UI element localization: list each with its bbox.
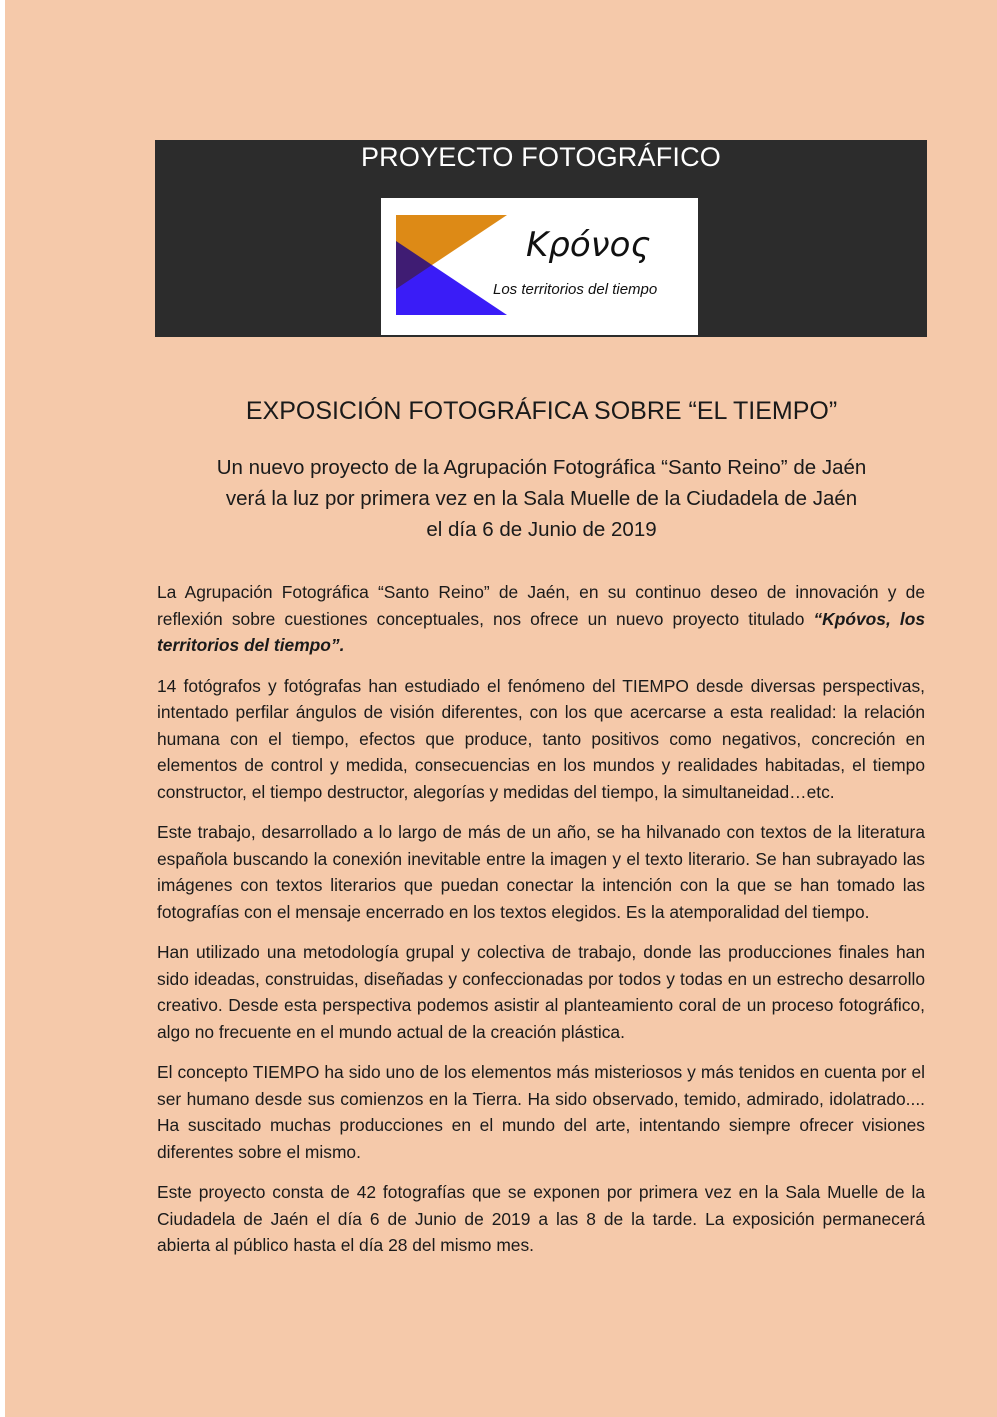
subhead-line: el día 6 de Junio de 2019 [426, 518, 657, 541]
paragraph: El concepto TIEMPO ha sido uno de los elementos más misteriosos y más tenidos en cuenta por el ser humano desde sus comienzos en la Tierra. Ha sido observado, temido, admirado, idolatrado.... Ha suscitado muchas producciones en el mundo del arte, intentando siempre ofrecer visiones diferentes sobre el mismo. [157, 1062, 925, 1162]
paragraph: Han utilizado una metodología grupal y colectiva de trabajo, donde las producciones finales han sido ideadas, construidas, diseñadas y confeccionadas por todos y todas en un estrecho desarrollo creativo. Desde esta perspectiva podemos asistir al planteamiento coral de un proceso fotográfico, algo no frecuente en el mundo actual de la creación plástica. [157, 942, 925, 1042]
paragraph: 14 fotógrafos y fotógrafas han estudiado el fenómeno del TIEMPO desde diversas perspectivas, intentado perfilar ángulos de visión diferentes, con los que acercarse a esta realidad: la relación humana con el tiempo, efectos que produce, tanto positivos como negativos, concreción en elementos de control y medida, consecuencias en los mundos y realidades habitadas, el tiempo constructor, el tiempo destructor, alegorías y medidas del tiempo, la simultaneidad…etc. [157, 675, 925, 802]
kronos-logo-icon [396, 215, 507, 315]
logo-card [381, 198, 698, 335]
article-body [157, 579, 925, 1273]
paragraph: Este trabajo, desarrollado a lo largo de más de un año, se ha hilvanado con textos de la literatura española buscando la conexión inevitable entre la imagen y el texto literario. Se han subrayado las imágenes con textos literarios que puedan conectar la intención con la que se han tomado las fotografías con el mensaje encerrado en los textos elegidos. Es la atemporalidad del tiempo. [157, 822, 925, 922]
paragraph-intro-text: La Agrupación Fotográfica “Santo Reino” de Jaén, en su continuo deseo de innovación y de reflexión sobre cuestiones conceptuales, nos ofrece un nuevo proyecto titulado [157, 582, 925, 629]
logo-tagline: Los territorios del tiempo [493, 281, 658, 298]
logo-name: Κρόνος [526, 225, 651, 265]
paragraph-intro [157, 579, 925, 659]
header-banner [155, 140, 927, 337]
banner-title: PROYECTO FOTOGRÁFICO [360, 142, 722, 172]
subheadline [0, 452, 997, 545]
subhead-line: Un nuevo proyecto de la Agrupación Fotográfica “Santo Reino” de Jaén [216, 456, 867, 479]
project-title: “Kpóvos, los territorios del tiempo”. [157, 608, 925, 655]
page-left-edge [0, 0, 5, 1417]
page-headline: EXPOSICIÓN FOTOGRÁFICA SOBRE “EL TIEMPO” [245, 397, 838, 425]
paragraph: Este proyecto consta de 42 fotografías que se exponen por primera vez en la Sala Muelle de la Ciudadela de Jaén el día 6 de Junio de 2019 a las 8 de la tarde. La exposición permanecerá abierta al público hasta el día 28 del mismo mes. [157, 1182, 925, 1255]
subhead-line: verá la luz por primera vez en la Sala Muelle de la Ciudadela de Jaén [225, 487, 858, 510]
